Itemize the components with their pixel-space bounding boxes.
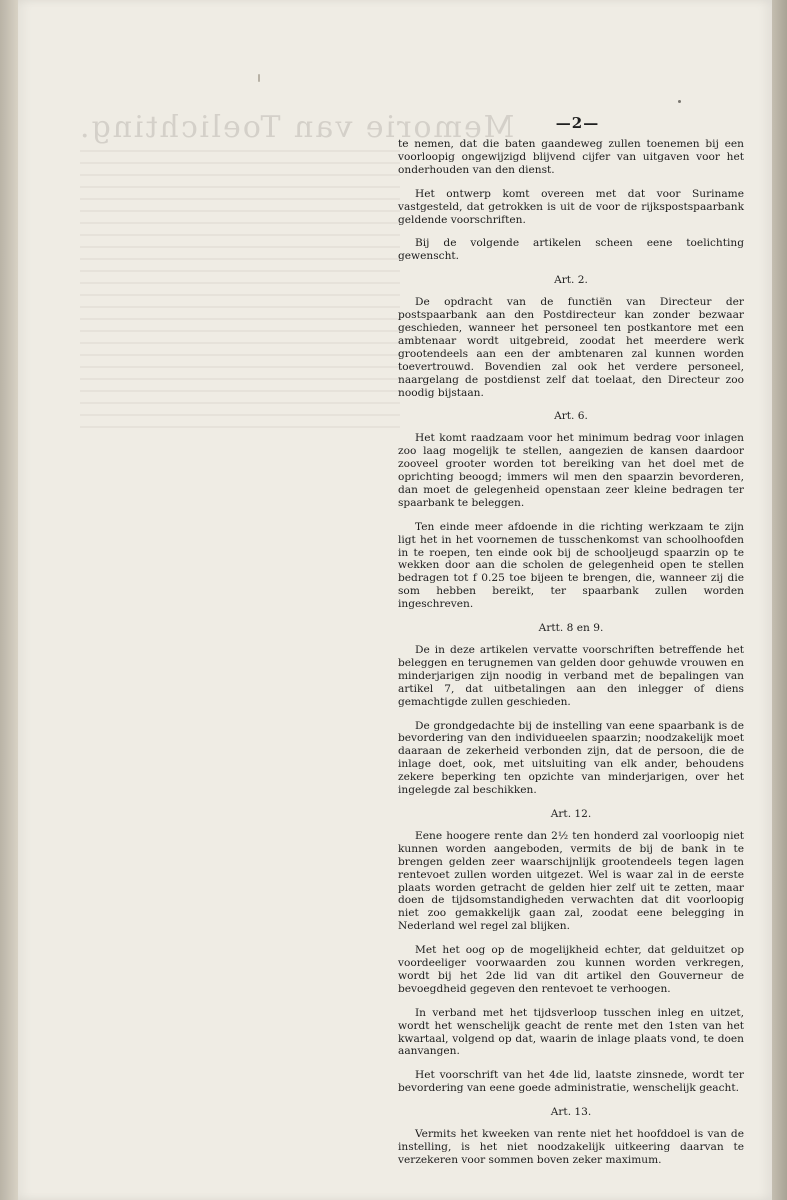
body-paragraph: Bij de volgende artikelen scheen eene toelichting gewenscht.	[398, 237, 744, 263]
body-paragraph: Het voorschrift van het 4de lid, laatste zinsnede, wordt ter bevordering van eene goede administratie, wenschelijk geacht.	[398, 1069, 744, 1095]
scan-right-edge	[772, 0, 787, 1200]
bleed-through-text	[80, 150, 400, 438]
body-paragraph: Ten einde meer afdoende in die richting werkzaam te zijn ligt het in het voornemen de tusschenkomst van schoolhoofden in te roepen, ten einde ook bij de schooljeugd spaarzin op te wekken door aan die scholen de gelegenheid open te stellen bedragen tot f 0.25 toe bijeen te brengen, die, wanneer zij die som hebben bereikt, ter spaarbank zullen worden ingeschreven.	[398, 520, 744, 611]
body-paragraph: te nemen, dat die baten gaandeweg zullen toenemen bij een voorloopig ongewijzigd blijvend cijfer van uitgaven voor het onderhouden van den dienst.	[398, 138, 744, 176]
paper-speck	[678, 100, 681, 103]
body-paragraph: De opdracht van de functiën van Directeur der postspaarbank aan den Postdirecteur kan zonder bezwaar geschieden, wanneer het personeel ten postkantore met een ambtenaar wordt uitgebreid, zoodat het meerdere werk grootendeels aan een der ambtenaren zal kunnen worden toevertrouwd. Bovendien zal ook het verdere personeel, naargelang de postdienst zelf dat toelaat, den Directeur zoo noodig bijstaan.	[398, 296, 744, 399]
body-paragraph: Het komt raadzaam voor het minimum bedrag voor inlagen zoo laag mogelijk te stellen, aangezien de kansen daardoor zooveel grooter worden tot bereiking van het doel met de oprichting beoogd; immers wil men den spaarzin bevorderen, dan moet de gelegenheid openstaan zeer kleine bedragen ter spaarbank te beleggen.	[398, 432, 744, 509]
document-body	[398, 138, 744, 1178]
body-paragraph: Eene hoogere rente dan 2½ ten honderd zal voorloopig niet kunnen worden aangeboden, vermits de bij de bank in te brengen gelden zeer waarschijnlijk grootendeels tegen lagen rentevoet zullen worden uitgezet. Wel is waar zal in de eerste plaats worden getracht de gelden hier zelf uit te zetten, maar doen de tijdsomstandigheden verwachten dat dit voorloopig niet zoo gemakkelijk gaan zal, zoodat eene belegging in Nederland wel regel zal blijken.	[398, 829, 744, 933]
body-paragraph: Het ontwerp komt overeen met dat voor Suriname vastgesteld, dat getrokken is uit de voor de rijkspostspaarbank geldende voorschriften.	[398, 187, 744, 226]
body-paragraph: In verband met het tijdsverloop tusschen inleg en uitzet, wordt het wenschelijk geacht de rente met den 1sten van het kwartaal, volgend op dat, waarin de inlage plaats vond, te doen aanvangen.	[398, 1006, 744, 1058]
body-paragraph: De in deze artikelen vervatte voorschriften betreffende het beleggen en terugnemen van gelden door gehuwde vrouwen en minderjarigen zijn noodig in verband met de bepalingen van artikel 7, dat uitbetalingen aan den inlegger of diens gemachtigde zullen geschieden.	[398, 644, 744, 708]
article-heading: Art. 12.	[550, 807, 592, 820]
article-heading: Art. 6.	[554, 410, 588, 423]
body-paragraph: Vermits het kweeken van rente niet het hoofddoel is van de instelling, is het niet noodzakelijk uitkeering daarvan te verzekeren voor sommen boven zeker maximum.	[398, 1128, 744, 1166]
bleed-through-title: Memorie van Toelichting.	[78, 110, 515, 145]
paper-speck	[258, 74, 260, 82]
page-number: —2—	[555, 114, 600, 132]
body-paragraph: Met het oog op de mogelijkheid echter, dat gelduitzet op voordeeliger voorwaarden zou kunnen worden verkregen, wordt bij het 2de lid van dit artikel den Gouverneur de bevoegdheid gegeven den rentevoet te verhoogen.	[398, 944, 744, 995]
article-heading: Artt. 8 en 9.	[538, 622, 604, 635]
article-heading: Art. 2.	[554, 274, 588, 287]
article-heading: Art. 13.	[550, 1106, 592, 1119]
body-paragraph: De grondgedachte bij de instelling van eene spaarbank is de bevordering van den individueelen spaarzin; noodzakelijk moet daaraan de zekerheid verbonden zijn, dat de persoon, die de inlage doet, ook, met uitsluiting van elk ander, behoudens zekere beperking ten opzichte van minderjarigen, over het ingelegde zal beschikken.	[398, 719, 744, 797]
scan-left-edge	[0, 0, 18, 1200]
